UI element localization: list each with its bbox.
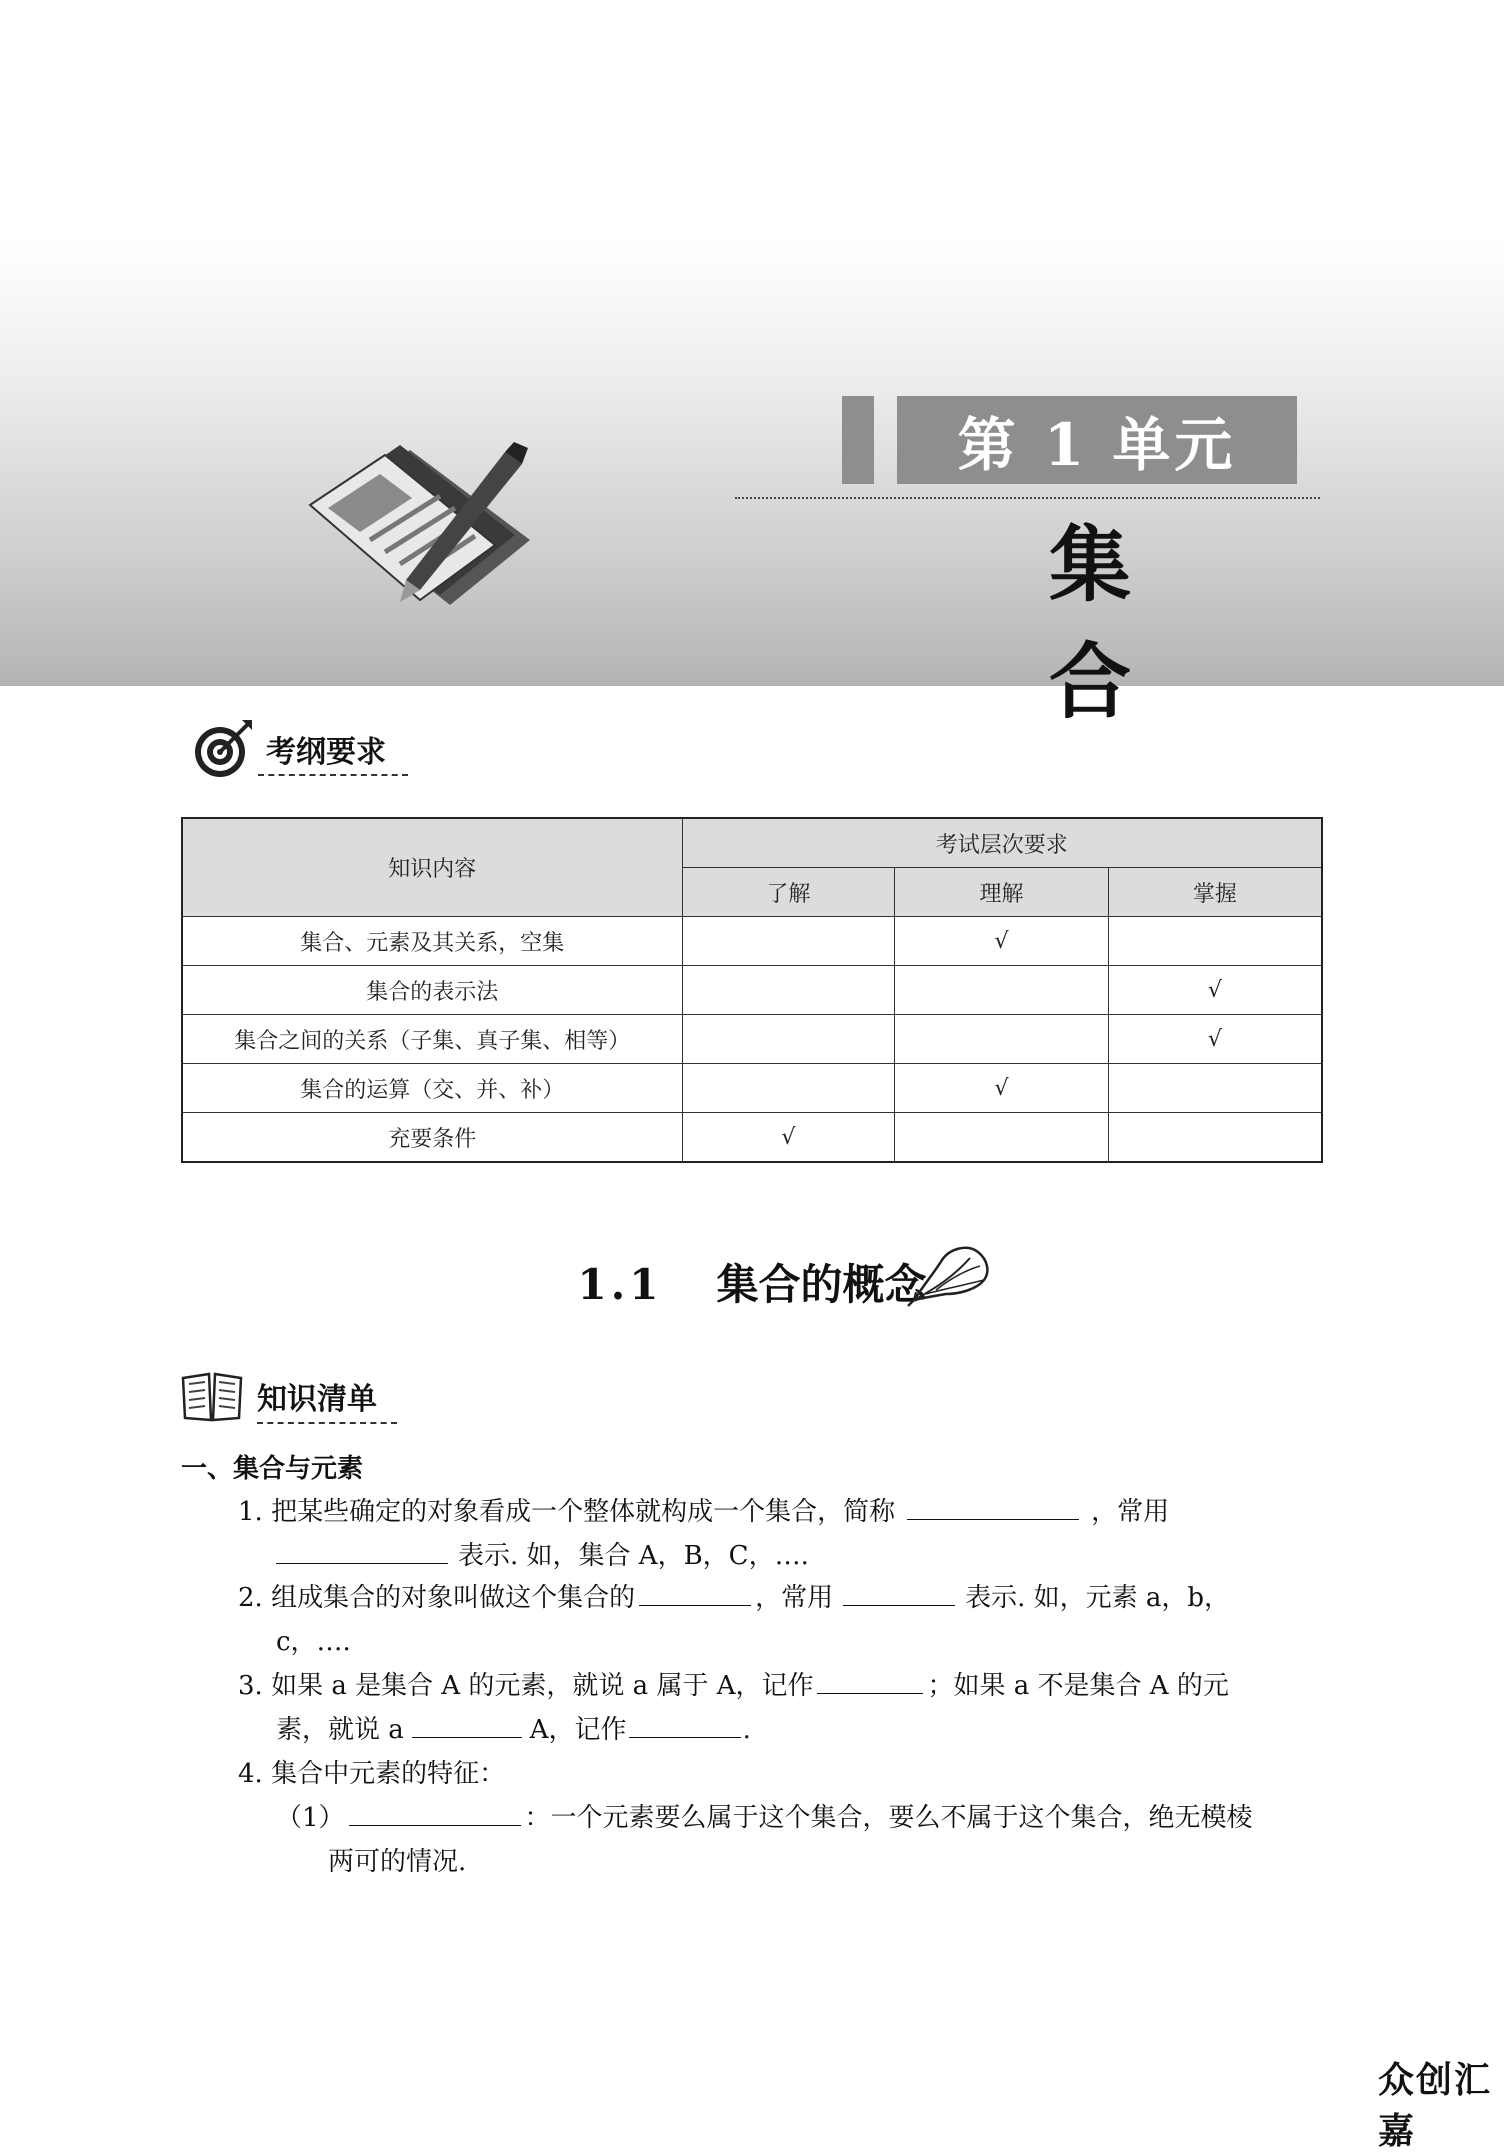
item-1-text-c: 表示. 如，集合 A，B，C，…. (458, 1541, 809, 1571)
knowledge-item-cell: 集合的表示法 (182, 966, 682, 1015)
level-cell (895, 1015, 1109, 1064)
item-1-text-b: ，常用 (1091, 1497, 1170, 1527)
book-icon (181, 1370, 243, 1422)
header-knowledge-content: 知识内容 (182, 818, 682, 917)
knowledge-list-heading (181, 1370, 377, 1422)
item-3-text-e: . (742, 1715, 751, 1745)
level-cell (1108, 966, 1322, 1015)
fill-in-blank[interactable] (412, 1709, 522, 1738)
level-cell (1108, 1015, 1322, 1064)
table-row (182, 1113, 1322, 1163)
unit-label: 第 1 单元 (897, 396, 1297, 484)
header-level-group: 考试层次要求 (682, 818, 1322, 868)
level-cell (1108, 1113, 1322, 1163)
level-cell (682, 966, 895, 1015)
item-2-text-a: 2. 组成集合的对象叫做这个集合的 (238, 1583, 636, 1613)
level-cell (682, 917, 895, 966)
exam-requirements-heading (192, 718, 386, 780)
fill-in-blank[interactable] (907, 1491, 1079, 1520)
topic-number: 1.1 (577, 1260, 663, 1309)
publisher-watermark: 众创汇嘉 (1378, 2060, 1493, 2152)
knowledge-item-cell: 集合、元素及其关系，空集 (182, 917, 682, 966)
knowledge-list-label: 知识清单 (257, 1382, 377, 1417)
item-1-text-a: 1. 把某些确定的对象看成一个整体就构成一个集合，简称 (238, 1497, 896, 1527)
item-2-text-d: c，…. (276, 1627, 351, 1657)
fill-in-blank[interactable] (639, 1577, 751, 1606)
topic-title: 集合的概念 (716, 1260, 927, 1309)
heading-underline (257, 1422, 397, 1424)
item-4-1-text-b: ：一个元素要么属于这个集合，要么不属于这个集合，绝无模棱 (524, 1803, 1253, 1833)
table-row (182, 966, 1322, 1015)
target-icon (192, 718, 254, 780)
check-mark: √ (994, 1075, 1009, 1101)
item-4-text-a: 4. 集合中元素的特征： (238, 1759, 506, 1789)
topic-title-row (0, 1252, 1504, 1312)
table-row (182, 1015, 1322, 1064)
item-2-text-b: ，常用 (755, 1583, 834, 1613)
list-item-2 (238, 1576, 1323, 1664)
level-cell (895, 1113, 1109, 1163)
chapter-title: 集 合 (1048, 517, 1191, 730)
item-3-text-b: ；如果 a 不是集合 A 的元 (927, 1671, 1229, 1701)
item-4-1-text-a: （1） (276, 1803, 345, 1833)
list-item-3 (238, 1664, 1323, 1752)
fill-in-blank[interactable] (817, 1665, 923, 1694)
header-level-master: 掌握 (1108, 868, 1322, 917)
dotted-divider (735, 497, 1320, 499)
notebook-pencil-illustration (300, 440, 560, 640)
item-4-1-text-c: 两可的情况. (328, 1847, 467, 1877)
subsection-title: 一、集合与元素 (181, 1454, 364, 1484)
check-mark: √ (1207, 1026, 1222, 1052)
check-mark: √ (1207, 977, 1222, 1003)
level-cell (682, 1064, 895, 1113)
header-level-comprehend: 理解 (895, 868, 1109, 917)
requirements-table (181, 817, 1323, 1163)
table-row (182, 1064, 1322, 1113)
ginkgo-leaf-icon (906, 1242, 992, 1312)
fill-in-blank[interactable] (843, 1577, 955, 1606)
requirements-body (182, 917, 1322, 1163)
fill-in-blank[interactable] (276, 1535, 448, 1564)
list-item-4-1 (276, 1796, 1323, 1884)
level-cell (682, 1015, 895, 1064)
unit-bar-accent (842, 396, 874, 484)
fill-in-blank[interactable] (349, 1797, 521, 1826)
list-item-1 (238, 1490, 1323, 1578)
check-mark: √ (781, 1124, 796, 1150)
level-cell (1108, 1064, 1322, 1113)
list-item-4 (238, 1752, 1323, 1796)
item-3-text-c: 素，就说 a (276, 1715, 404, 1745)
knowledge-item-cell: 集合的运算（交、并、补） (182, 1064, 682, 1113)
level-cell (895, 1064, 1109, 1113)
header-level-understand: 了解 (682, 868, 895, 917)
fill-in-blank[interactable] (629, 1709, 741, 1738)
level-cell (895, 917, 1109, 966)
level-cell (682, 1113, 895, 1163)
item-3-text-d: A，记作 (529, 1715, 627, 1745)
item-3-text-a: 3. 如果 a 是集合 A 的元素，就说 a 属于 A，记作 (238, 1671, 814, 1701)
table-row (182, 917, 1322, 966)
level-cell (895, 966, 1109, 1015)
level-cell (1108, 917, 1322, 966)
knowledge-item-cell: 充要条件 (182, 1113, 682, 1163)
knowledge-item-cell: 集合之间的关系（子集、真子集、相等） (182, 1015, 682, 1064)
heading-underline (258, 774, 408, 776)
check-mark: √ (994, 928, 1009, 954)
exam-requirements-label: 考纲要求 (266, 735, 386, 770)
item-2-text-c: 表示. 如，元素 a，b， (965, 1583, 1231, 1613)
